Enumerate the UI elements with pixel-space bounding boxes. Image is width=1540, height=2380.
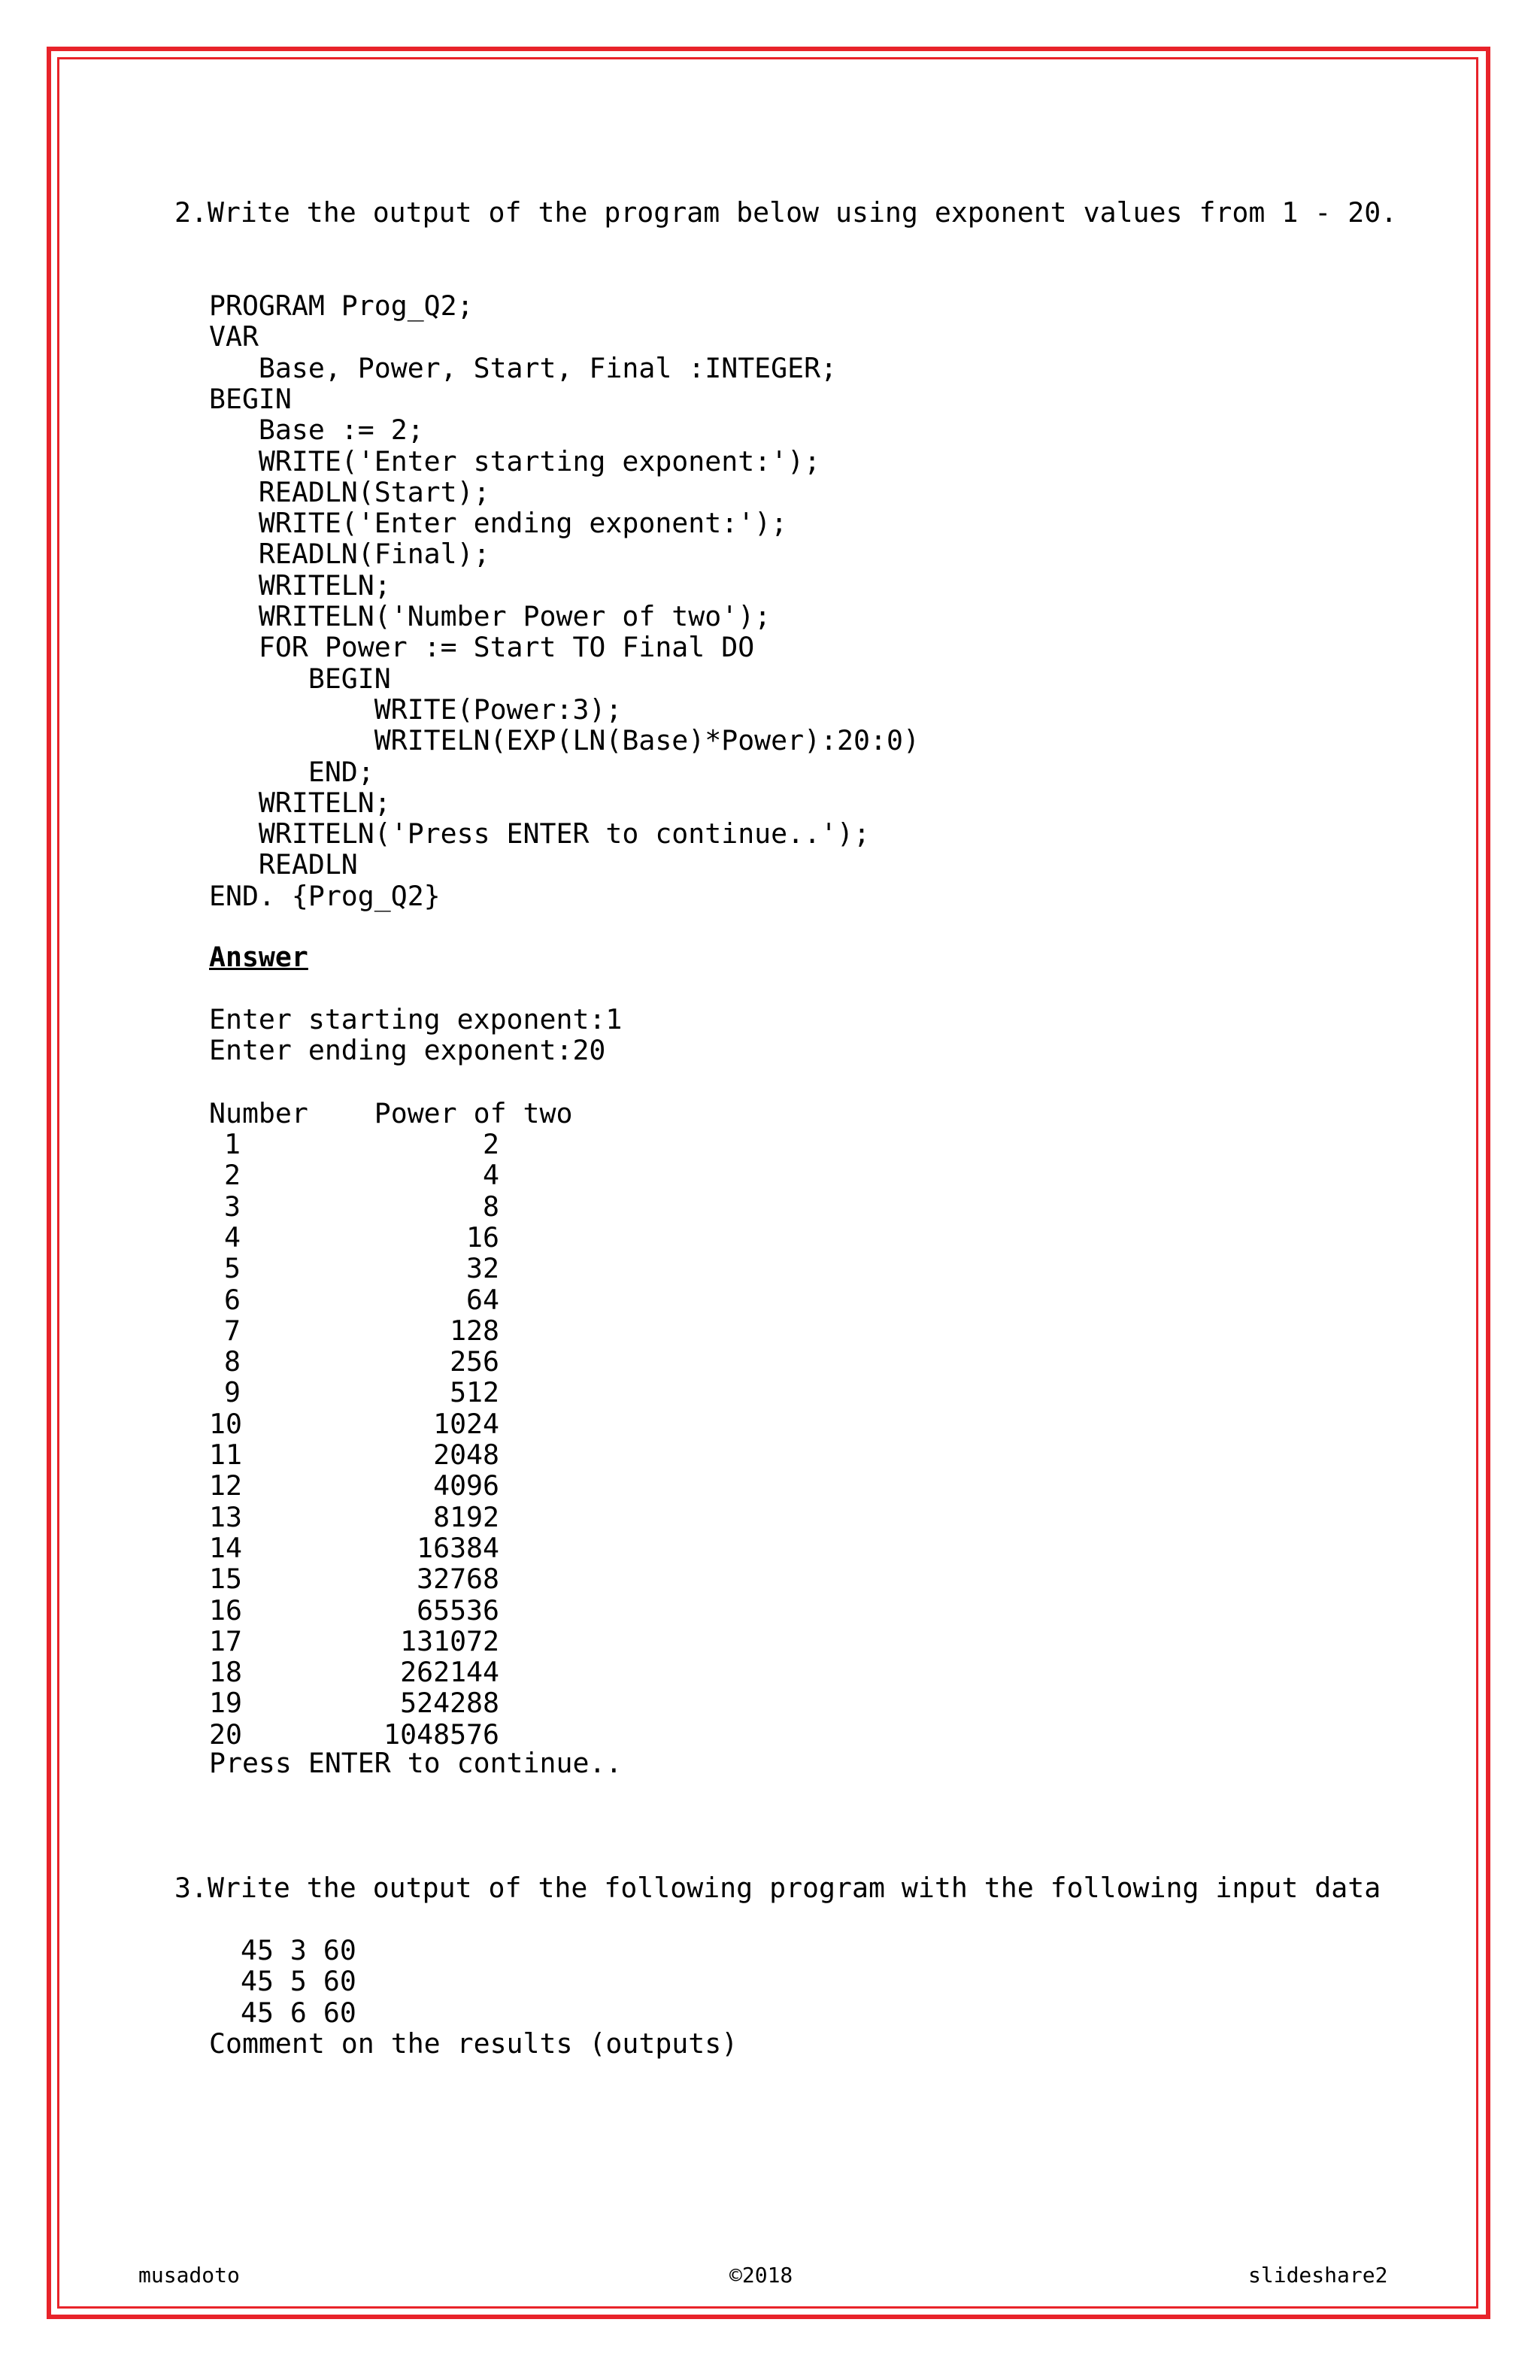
table-row [209,1253,510,1284]
prompt-line: Enter ending exponent:20 [209,1034,606,1067]
input-data-line: 45 6 60 [241,1996,356,2029]
row-number: 15 [209,1563,242,1596]
code-line: WRITELN; [209,786,391,819]
table-row [209,1719,510,1751]
row-power: 64 [466,1283,499,1316]
answer-heading: Answer [209,941,308,973]
code-line: BEGIN [209,382,292,415]
comment-line: Comment on the results (outputs) [209,2027,738,2060]
table-row [209,1129,510,1160]
prompt-line: Enter starting exponent:1 [209,1003,623,1035]
code-line: WRITELN; [209,568,391,602]
row-number: 1 [224,1128,241,1160]
row-power: 128 [450,1314,499,1347]
code-line: PROGRAM Prog_Q2; [209,290,474,322]
code-line: BEGIN [209,662,391,695]
table-row [209,1160,510,1191]
row-number: 20 [209,1718,242,1751]
press-enter-line: Press ENTER to continue.. [209,1747,623,1779]
input-data-line: 45 3 60 [241,1934,356,1966]
table-row [209,1533,510,1564]
code-line: WRITE('Enter starting exponent:'); [209,444,821,478]
row-number: 13 [209,1500,242,1533]
row-power: 262144 [400,1656,499,1689]
code-line: FOR Power := Start TO Final DO [209,631,755,664]
code-line: WRITE('Enter ending exponent:'); [209,507,788,540]
code-line: WRITELN(EXP(LN(Base)*Power):20:0) [209,724,920,757]
row-power: 2048 [433,1439,499,1471]
table-row [209,1222,510,1254]
table-row [209,1408,510,1440]
code-line: END. {Prog_Q2} [209,879,441,912]
table-row [209,1687,510,1719]
row-number: 11 [209,1439,242,1471]
row-power: 256 [450,1345,499,1378]
table-row [209,1595,510,1627]
row-number: 4 [224,1220,241,1254]
table-row [209,1563,510,1595]
row-number: 6 [224,1283,241,1316]
table-row [209,1470,510,1502]
row-power: 8192 [433,1500,499,1533]
footer-left: musadoto [138,2263,240,2288]
row-number: 16 [209,1593,242,1627]
row-number: 9 [224,1376,241,1409]
row-number: 17 [209,1624,242,1657]
code-line: WRITELN('Number Power of two'); [209,600,772,632]
code-line: READLN [209,848,358,881]
row-power: 524288 [400,1687,499,1720]
row-power: 32768 [417,1563,499,1596]
row-number: 10 [209,1407,242,1440]
row-power: 8 [483,1190,499,1223]
table-row [209,1377,510,1408]
row-number: 8 [224,1345,241,1378]
footer-center: ©2018 [729,2263,793,2288]
row-power: 32 [466,1252,499,1285]
question-3-title: 3.Write the output of the following program with the following input data [174,1872,1381,1904]
table-row [209,1439,510,1471]
row-number: 7 [224,1314,241,1347]
row-number: 2 [224,1159,241,1192]
code-line: END; [209,755,374,788]
code-line: Base, Power, Start, Final :INTEGER; [209,351,838,384]
row-power: 4 [483,1159,499,1192]
row-power: 1024 [433,1407,499,1440]
row-number: 3 [224,1190,241,1223]
code-line: READLN(Final); [209,538,490,571]
code-line: READLN(Start); [209,475,490,508]
table-row [209,1626,510,1657]
question-2-title: 2.Write the output of the program below using exponent values from 1 - 20. [174,196,1398,229]
code-line: WRITE(Power:3); [209,693,623,726]
table-row [209,1502,510,1533]
code-line: VAR [209,320,259,353]
table-row [209,1657,510,1688]
row-power: 512 [450,1376,499,1409]
row-number: 12 [209,1469,242,1502]
table-row [209,1191,510,1223]
input-data-line: 45 5 60 [241,1965,356,1998]
row-number: 18 [209,1656,242,1689]
row-power: 65536 [417,1593,499,1627]
row-number: 5 [224,1252,241,1285]
table-row [209,1315,510,1347]
row-number: 14 [209,1531,242,1564]
row-power: 4096 [433,1469,499,1502]
row-power: 131072 [400,1624,499,1657]
row-power: 2 [483,1128,499,1160]
row-power: 1048576 [383,1718,499,1751]
footer-right: slideshare2 [1248,2263,1388,2288]
row-power: 16384 [417,1531,499,1564]
code-line: Base := 2; [209,414,424,447]
code-line: WRITELN('Press ENTER to continue..'); [209,817,870,850]
row-number: 19 [209,1687,242,1720]
row-power: 16 [466,1220,499,1254]
table-header: Number Power of two [209,1097,573,1129]
table-row [209,1284,510,1316]
table-row [209,1346,510,1378]
